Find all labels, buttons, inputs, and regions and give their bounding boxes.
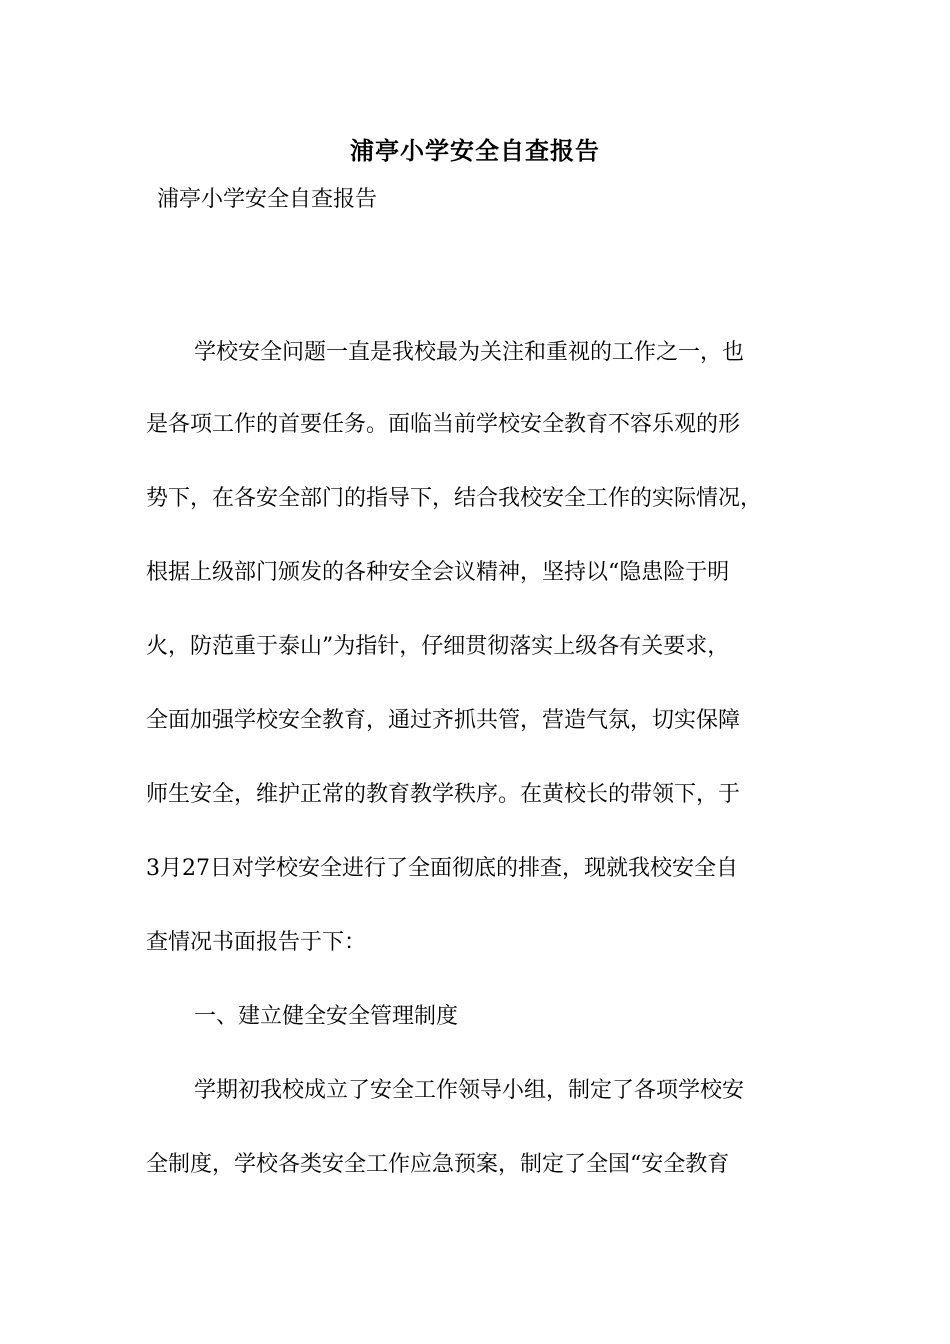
document-title: 浦亭小学安全自查报告 — [350, 136, 600, 165]
paragraph-line: 学期初我校成立了安全工作领导小组，制定了各项学校安 — [194, 1078, 745, 1103]
paragraph-line: 学校安全问题一直是我校最为关注和重视的工作之一，也 — [194, 340, 745, 365]
section-heading: 一、建立健全安全管理制度 — [194, 1004, 459, 1029]
paragraph-line: 3月27日对学校安全进行了全面彻底的排查，现就我校安全自 — [146, 856, 738, 881]
document-subtitle: 浦亭小学安全自查报告 — [157, 187, 378, 212]
paragraph-line: 势下，在各安全部门的指导下，结合我校安全工作的实际情况， — [146, 486, 763, 511]
paragraph-line: 是各项工作的首要任务。面临当前学校安全教育不容乐观的形 — [146, 412, 741, 437]
paragraph-line: 全面加强学校安全教育，通过齐抓共管，营造气氛，切实保障 — [146, 708, 741, 733]
paragraph-line: 根据上级部门颁发的各种安全会议精神，坚持以“隐患险于明 — [146, 560, 730, 585]
paragraph-line: 全制度，学校各类安全工作应急预案，制定了全国“安全教育 — [146, 1152, 730, 1177]
paragraph-line: 火，防范重于泰山”为指针，仔细贯彻落实上级各有关要求， — [146, 634, 730, 659]
paragraph-line: 师生安全，维护正常的教育教学秩序。在黄校长的带领下，于 — [146, 782, 741, 807]
paragraph-line: 查情况书面报告于下： — [146, 930, 367, 955]
